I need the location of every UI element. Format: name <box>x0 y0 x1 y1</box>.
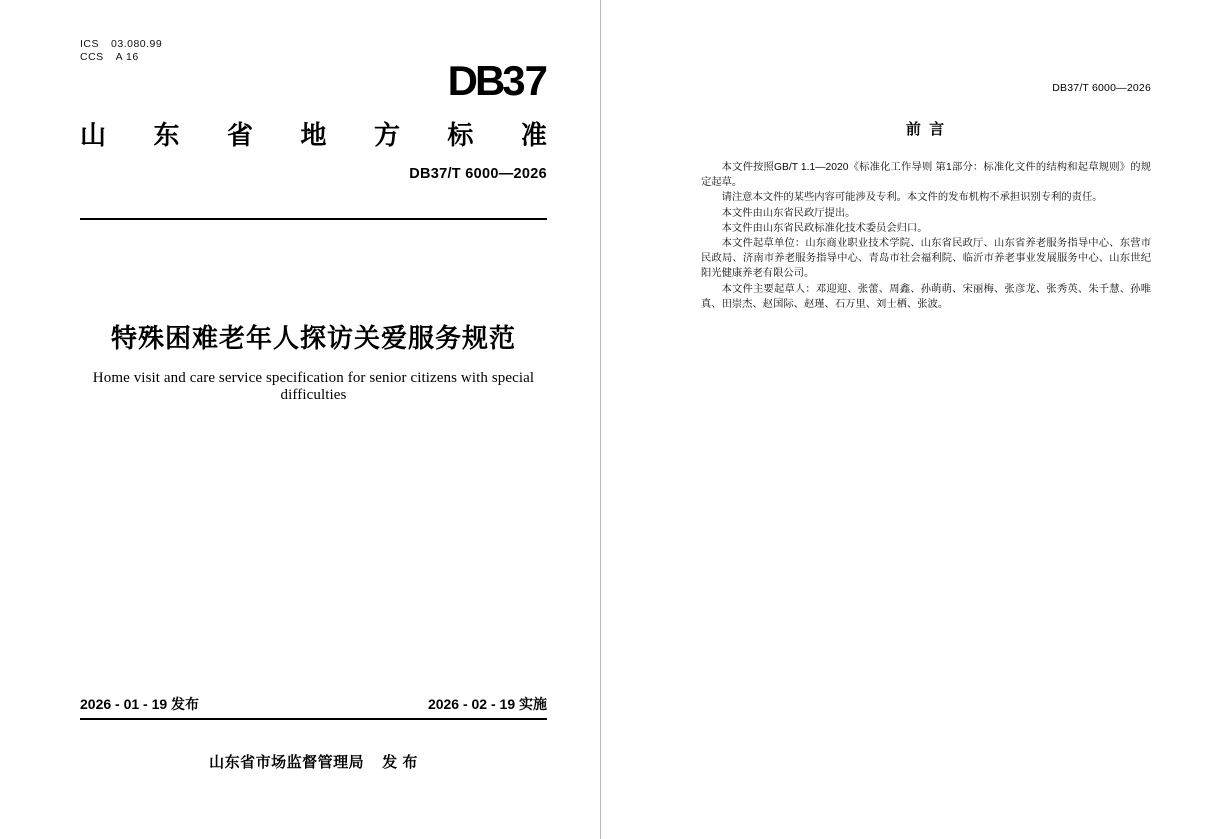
standard-type-title <box>80 118 547 152</box>
foreword-paragraph: 本文件主要起草人：邓迎迎、张蕾、周鑫、孙萌萌、宋丽梅、张彦龙、张秀英、朱千慧、孙唯真、田崇杰、赵国际、赵瑾、石万里、刘士栖、张波。 <box>701 283 1151 310</box>
ics-line <box>80 38 162 51</box>
standard-type-char: 东 <box>153 120 180 150</box>
standard-type-char: 标 <box>447 120 474 150</box>
standard-type-char: 地 <box>300 120 327 150</box>
page-header-standard-number: DB37/T 6000—2026 <box>1052 82 1151 94</box>
publisher-line <box>80 751 547 772</box>
standard-type-char: 方 <box>373 120 400 150</box>
standard-type-char: 省 <box>226 120 253 150</box>
ccs-line <box>80 51 162 64</box>
page-title: 特殊困难老年人探访关爱服务规范 <box>110 323 516 353</box>
publisher-name: 山东省市场监督管理局 <box>209 754 365 771</box>
page-subtitle-english: Home visit and care service specification for senior citizens with special difficulties <box>92 370 535 403</box>
ccs-value: A 16 <box>115 51 139 63</box>
foreword-paragraph: 本文件起草单位：山东商业职业技术学院、山东省民政厅、山东省养老服务指导中心、东营市民政局、济南市养老服务指导中心、青岛市社会福利院、临沂市养老事业发展服务中心、山东世纪阳光健康养老有限公司。 <box>701 238 1151 280</box>
foreword-body <box>701 160 1151 312</box>
implementation-date: 2026 - 02 - 19 实施 <box>427 696 547 712</box>
ics-value: 03.080.99 <box>111 38 163 50</box>
cover-dates-row <box>80 694 547 714</box>
ics-block <box>80 38 162 64</box>
db37-logo-suffix: 37 <box>502 57 547 104</box>
ccs-label: CCS <box>80 51 104 63</box>
db37-logo-prefix: DB <box>447 57 503 104</box>
foreword-paragraph: 请注意本文件的某些内容可能涉及专利。本文件的发布机构不承担识别专利的责任。 <box>721 192 1103 204</box>
standard-type-char: 山 <box>80 120 107 150</box>
ics-label: ICS <box>80 38 100 50</box>
publisher-action: 发 布 <box>382 754 418 771</box>
cover-bottom-divider <box>80 718 547 720</box>
cover-page <box>0 0 600 839</box>
section-title-foreword: 前 言 <box>905 121 947 138</box>
foreword-paragraph: 本文件由山东省民政标准化技术委员会归口。 <box>721 222 928 234</box>
foreword-paragraph: 本文件按照GB/T 1.1—2020《标准化工作导则 第1部分：标准化文件的结构和起草规则》的规定起草。 <box>701 162 1151 189</box>
foreword-paragraph: 本文件由山东省民政厅提出。 <box>721 207 856 219</box>
standard-type-char: 准 <box>520 120 547 150</box>
issue-date: 2026 - 01 - 19 发布 <box>80 696 200 712</box>
db37-logo <box>448 58 547 104</box>
foreword-page <box>600 0 1214 839</box>
cover-top-divider <box>80 218 547 220</box>
standard-number: DB37/T 6000—2026 <box>409 166 547 182</box>
